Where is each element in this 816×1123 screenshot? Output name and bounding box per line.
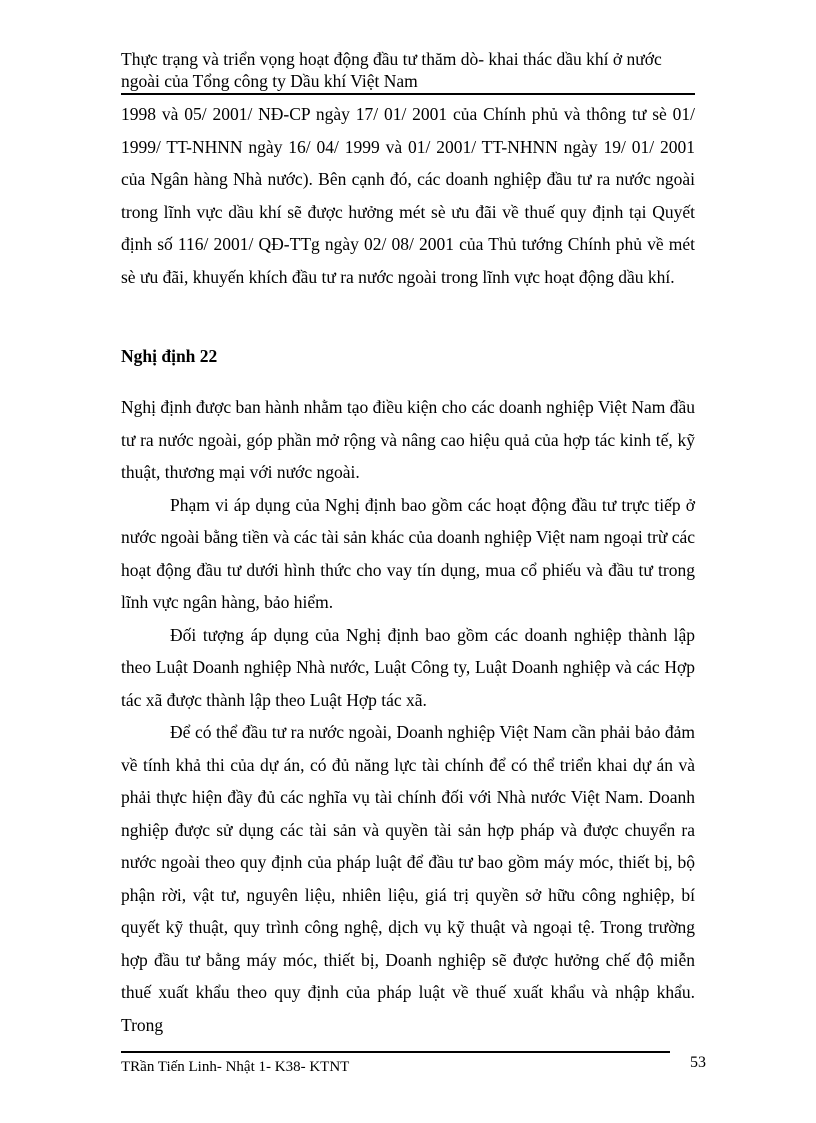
section-heading: Nghị định 22 [121, 346, 218, 366]
footer-divider [121, 1051, 670, 1053]
intro-text [121, 98, 695, 293]
paragraph-3: Đối tượng áp dụng của Nghị định bao gồm các doanh nghiệp thành lập theo Luật Doanh nghiệp Nhà nước, Luật Công ty, Luật Doanh nghiệp và các Hợp tác xã được thành lập theo Luật Hợp tác xã. [121, 624, 695, 710]
footer-author: TRần Tiến Linh- Nhật 1- K38- KTNT [121, 1059, 350, 1075]
intro-paragraph: 1998 và 05/ 2001/ NĐ-CP ngày 17/ 01/ 2001 của Chính phủ và thông tư sè 01/ 1999/ TT-NHNN ngày 16/ 04/ 1999 và 01/ 2001/ TT-NHNN ngày 19/ 01/ 2001 của Ngân hàng Nhà nước). Bên cạnh đó, các doanh nghiệp đầu tư ra nước ngoài trong lĩnh vực dầu khí sẽ được hưởng mét sè ưu đãi về thuế quy định tại Quyết định số 116/ 2001/ QĐ-TTg ngày 02/ 08/ 2001 của Thủ tướng Chính phủ về mét sè ưu đãi, khuyến khích đầu tư ra nước ngoài trong lĩnh vực hoạt động dầu khí. [121, 104, 695, 287]
running-header: Thực trạng và triển vọng hoạt động đầu tư thăm dò- khai thác dầu khí ở nước ngoài của Tổng công ty Dầu khí Việt Nam [121, 49, 662, 91]
paragraph-4: Để có thể đầu tư ra nước ngoài, Doanh nghiệp Việt Nam cần phải bảo đảm về tính khả thi của dự án, có đủ năng lực tài chính để có thể triển khai dự án và phải thực hiện đầy đủ các nghĩa vụ tài chính đối với Nhà nước Việt Nam. Doanh nghiệp được sử dụng các tài sản và quyền tài sản hợp pháp và được chuyển ra nước ngoài theo quy định của pháp luật để đầu tư bao gồm máy móc, thiết bị, bộ phận rời, vật tư, nguyên liệu, nhiên liệu, giá trị quyền sở hữu công nghiệp, bí quyết kỹ thuật, quy trình công nghệ, dịch vụ kỹ thuật và ngoại tệ. Trong trường hợp đầu tư bằng máy móc, thiết bị, Doanh nghiệp sẽ được hưởng chế độ miễn thuế xuất khẩu theo quy định của pháp luật về thuế xuất khẩu và nhập khẩu. Trong [121, 722, 695, 1035]
section-body [121, 391, 695, 1041]
paragraph-2: Phạm vi áp dụng của Nghị định bao gồm các hoạt động đầu tư trực tiếp ở nước ngoài bằng tiền và các tài sản khác của doanh nghiệp Việt nam ngoại trừ các hoạt động đầu tư dưới hình thức cho vay tín dụng, mua cổ phiếu và đầu tư trong lĩnh vực ngân hàng, bảo hiểm. [121, 494, 695, 612]
page-number: 53 [690, 1054, 706, 1071]
paragraph-1: Nghị định được ban hành nhằm tạo điều kiện cho các doanh nghiệp Việt Nam đầu tư ra nước ngoài, góp phần mở rộng và nâng cao hiệu quả của hợp tác kinh tế, kỹ thuật, thương mại với nước ngoài. [121, 397, 695, 482]
header-divider [121, 93, 695, 95]
